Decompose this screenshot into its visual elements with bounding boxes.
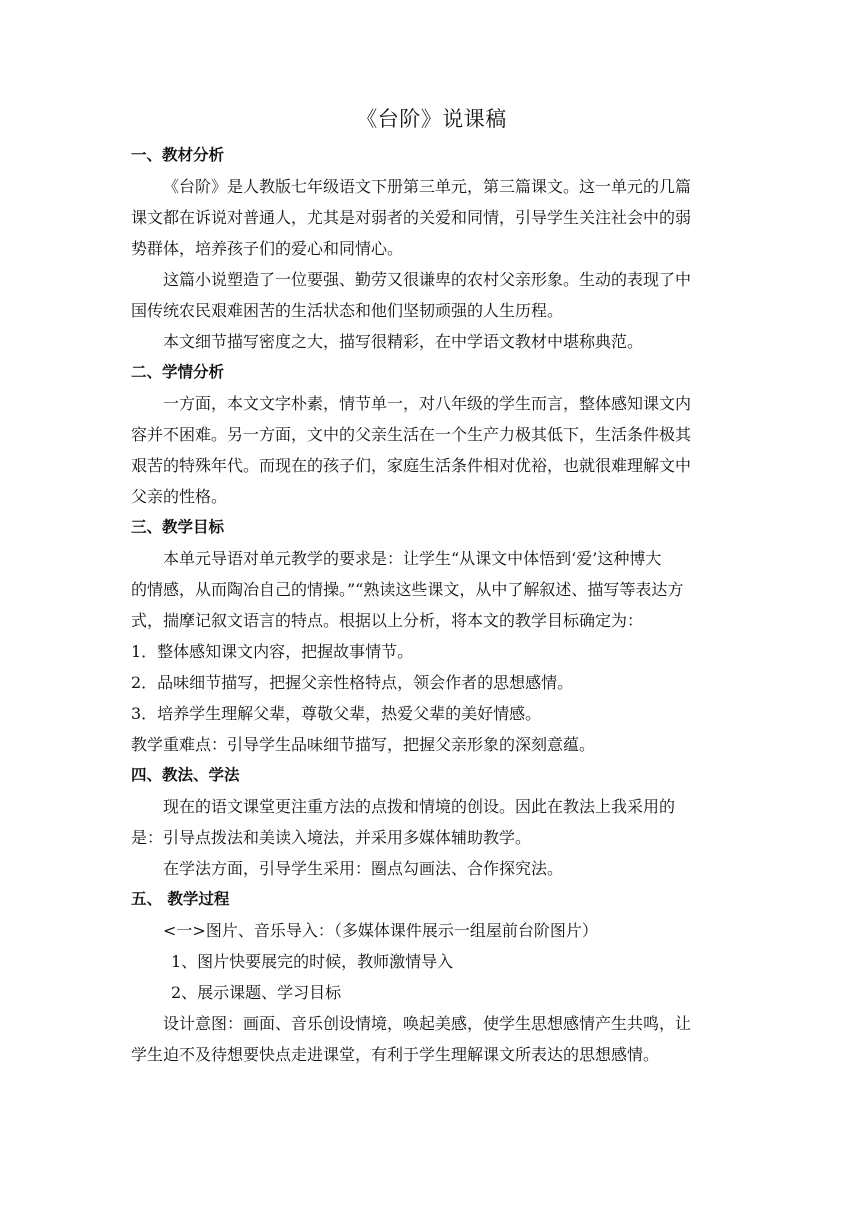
paragraph-line: 《台阶》是人教版七年级语文下册第三单元，第三篇课文。这一单元的几篇	[163, 177, 692, 196]
section-heading: 一、教材分析	[131, 146, 225, 164]
paragraph-line: 的情感，从而陶冶自己的情操。”“熟读这些课文，从中了解叙述、描写等表达方	[131, 580, 684, 599]
paragraph-line: 设计意图：画面、音乐创设情境，唤起美感，使学生思想感情产生共鸣，让	[163, 1014, 692, 1033]
paragraph-line: 艰苦的特殊年代。而现在的孩子们，家庭生活条件相对优裕，也就很难理解文中	[131, 456, 692, 475]
paragraph-line: 本文细节描写密度之大，描写很精彩，在中学语文教材中堪称典范。	[163, 332, 644, 351]
paragraph-line: 现在的语文课堂更注重方法的点拨和情境的创设。因此在教法上我采用的	[163, 797, 676, 816]
paragraph-line: 在学法方面，引导学生采用：圈点勾画法、合作探究法。	[163, 859, 564, 878]
paragraph-line: <一>图片、音乐导入：（多媒体课件展示一组屋前台阶图片）	[163, 921, 598, 940]
paragraph-line: 国传统农民艰难困苦的生活状态和他们坚韧顽强的人生历程。	[131, 301, 564, 320]
paragraph-line: 是：引导点拨法和美读入境法，并采用多媒体辅助教学。	[131, 828, 532, 847]
paragraph-line: 势群体，培养孩子们的爱心和同情心。	[131, 239, 404, 258]
paragraph-line: 教学重难点：引导学生品味细节描写，把握父亲形象的深刻意蕴。	[131, 735, 596, 754]
list-item: 1．整体感知课文内容，把握故事情节。	[131, 642, 414, 661]
paragraph-line: 学生迫不及待想要快点走进课堂，有利于学生理解课文所表达的思想感情。	[131, 1045, 660, 1064]
list-item: 1、图片快要展完的时候，教师激情导入	[171, 952, 454, 971]
document-title: 《台阶》说课稿	[356, 107, 507, 131]
paragraph-line: 一方面，本文文字朴素，情节单一，对八年级的学生而言，整体感知课文内	[163, 394, 692, 413]
section-heading: 二、学情分析	[131, 363, 225, 381]
section-heading: 三、教学目标	[131, 518, 225, 536]
paragraph-line: 父亲的性格。	[131, 487, 228, 506]
section-heading: 五、 教学过程	[131, 890, 230, 908]
list-item: 2．品味细节描写，把握父亲性格特点，领会作者的思想感情。	[131, 673, 574, 692]
paragraph-line: 课文都在诉说对普通人，尤其是对弱者的关爱和同情，引导学生关注社会中的弱	[131, 208, 692, 227]
section-heading: 四、教法、学法	[131, 766, 240, 784]
list-item: 2、展示课题、学习目标	[171, 983, 342, 1002]
paragraph-line: 本单元导语对单元教学的要求是：让学生“从课文中体悟到‘爱’这种博大	[163, 549, 662, 568]
paragraph-line: 容并不困难。另一方面，文中的父亲生活在一个生产力极其低下，生活条件极其	[131, 425, 692, 444]
paragraph-line: 这篇小说塑造了一位要强、勤劳又很谦卑的农村父亲形象。生动的表现了中	[163, 270, 692, 289]
paragraph-line: 式，揣摩记叙文语言的特点。根据以上分析，将本文的教学目标确定为：	[131, 611, 644, 630]
document-page	[131, 104, 732, 1070]
list-item: 3．培养学生理解父辈，尊敬父辈，热爱父辈的美好情感。	[131, 704, 542, 723]
